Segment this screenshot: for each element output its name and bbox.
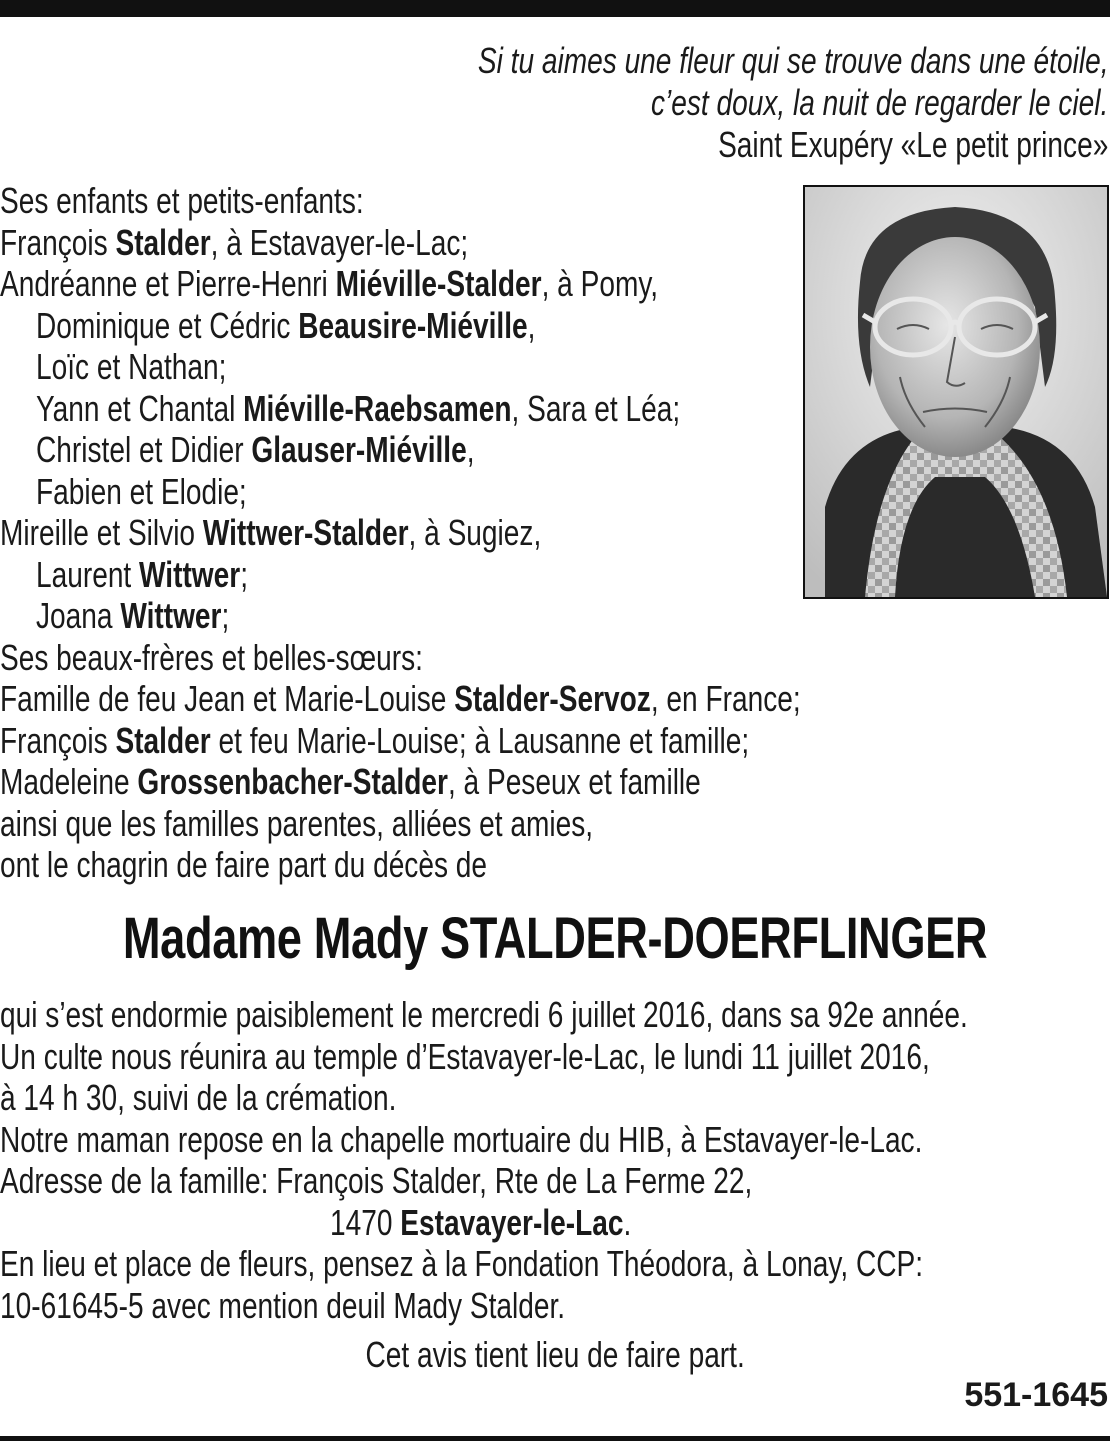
address-zip: 1470 [330, 1201, 401, 1243]
family-text: Joana [36, 595, 121, 636]
detail-line: En lieu et place de fleurs, pensez à la Fondation Théodora, à Lonay, CCP: [0, 1243, 924, 1284]
family-list [0, 180, 1026, 886]
family-text: Loïc et Nathan; [36, 346, 227, 387]
quote-attribution: Saint Exupéry «Le petit prince» [717, 124, 1108, 165]
family-text: Madeleine [0, 761, 138, 802]
family-row [36, 388, 680, 430]
detail-line: 10-61645-5 avec mention deuil Mady Stalder. [0, 1284, 566, 1326]
deceased-name [0, 904, 1110, 974]
family-text: ; [240, 553, 249, 595]
family-text: , en France; [650, 678, 801, 719]
family-text: , à Sugiez, [408, 512, 542, 553]
family-text: Andréanne et Pierre-Henri [0, 263, 336, 304]
inlaw-row [0, 761, 701, 803]
family-surname: Beausire-Miéville [298, 304, 528, 346]
family-row [36, 305, 535, 347]
family-surname: Stalder-Servoz [454, 678, 651, 719]
quote-line-2: c’est doux, la nuit de regarder le ciel. [650, 82, 1108, 123]
family-text: Mireille et Silvio [0, 512, 203, 553]
family-text: , [466, 429, 475, 470]
family-text: ; [221, 595, 230, 636]
family-text: Famille de feu Jean et Marie-Louise [0, 678, 455, 719]
detail-line: Notre maman repose en la chapelle mortuaire du HIB, à Estavayer-le-Lac. [0, 1118, 923, 1160]
detail-line: Un culte nous réunira au temple d’Estavayer-le-Lac, le lundi 11 juillet 2016, [0, 1035, 930, 1077]
family-row [36, 595, 229, 637]
family-text: Dominique et Cédric [36, 304, 299, 346]
detail-line: à 14 h 30, suivi de la crémation. [0, 1077, 397, 1118]
address-line [330, 1202, 631, 1244]
family-text: et feu Marie-Louise; à Lausanne et famille; [210, 719, 750, 761]
epigraph-quote [208, 40, 1108, 166]
closing-note [0, 1334, 1110, 1376]
family-text: Yann et Chantal [36, 387, 244, 429]
family-row [0, 512, 541, 554]
family-text: Christel et Didier [36, 429, 252, 470]
family-text: François [0, 719, 116, 761]
family-surname: Wittwer [120, 595, 222, 636]
family-surname: Stalder [115, 221, 211, 263]
family-surname: Wittwer-Stalder [202, 512, 409, 553]
family-row [0, 222, 468, 264]
family-text: , à Pomy, [541, 263, 659, 304]
bottom-rule [0, 1436, 1110, 1441]
detail-line: qui s’est endormie paisiblement le mercredi 6 juillet 2016, dans sa 92e année. [0, 994, 968, 1035]
family-text: , à Peseux et famille [447, 761, 701, 802]
family-row [0, 263, 658, 305]
family-surname: Glauser-Miéville [251, 429, 467, 470]
family-text: , Sara et Léa; [511, 387, 681, 429]
address-end: . [623, 1201, 632, 1243]
family-surname: Miéville-Raebsamen [243, 387, 512, 429]
family-text: Fabien et Elodie; [36, 470, 247, 512]
family-row [36, 554, 248, 596]
reference-number: 551-1645 [964, 1376, 1108, 1414]
family-surname: Stalder [115, 719, 211, 761]
family-row [36, 429, 475, 471]
closing-line-2: ont le chagrin de faire part du décès de [0, 844, 488, 885]
announcement-details [0, 994, 1110, 1326]
family-surname: Miéville-Stalder [335, 263, 542, 304]
deceased-name-text: Madame Mady STALDER-DOERFLINGER [122, 906, 988, 971]
address-city: Estavayer-le-Lac [400, 1201, 624, 1243]
family-surname: Wittwer [139, 553, 241, 595]
inlaw-row [0, 720, 749, 762]
top-rule [0, 0, 1110, 17]
inlaw-row [0, 678, 801, 720]
detail-line: Adresse de la famille: François Stalder, Rte de La Ferme 22, [0, 1160, 753, 1201]
family-text: Laurent [36, 553, 140, 595]
heading-inlaws: Ses beaux-frères et belles-sœurs: [0, 636, 423, 678]
family-text: , à Estavayer-le-Lac; [210, 221, 469, 263]
family-text: François [0, 221, 116, 263]
closing-line-1: ainsi que les familles parentes, alliées et amies, [0, 802, 594, 844]
family-row [36, 471, 247, 513]
closing-note-text: Cet avis tient lieu de faire part. [365, 1334, 745, 1375]
family-surname: Grossenbacher-Stalder [137, 761, 448, 802]
family-row [36, 346, 226, 388]
family-text: , [527, 304, 536, 346]
quote-line-1: Si tu aimes une fleur qui se trouve dans une étoile, [477, 40, 1108, 81]
heading-children: Ses enfants et petits-enfants: [0, 180, 364, 221]
